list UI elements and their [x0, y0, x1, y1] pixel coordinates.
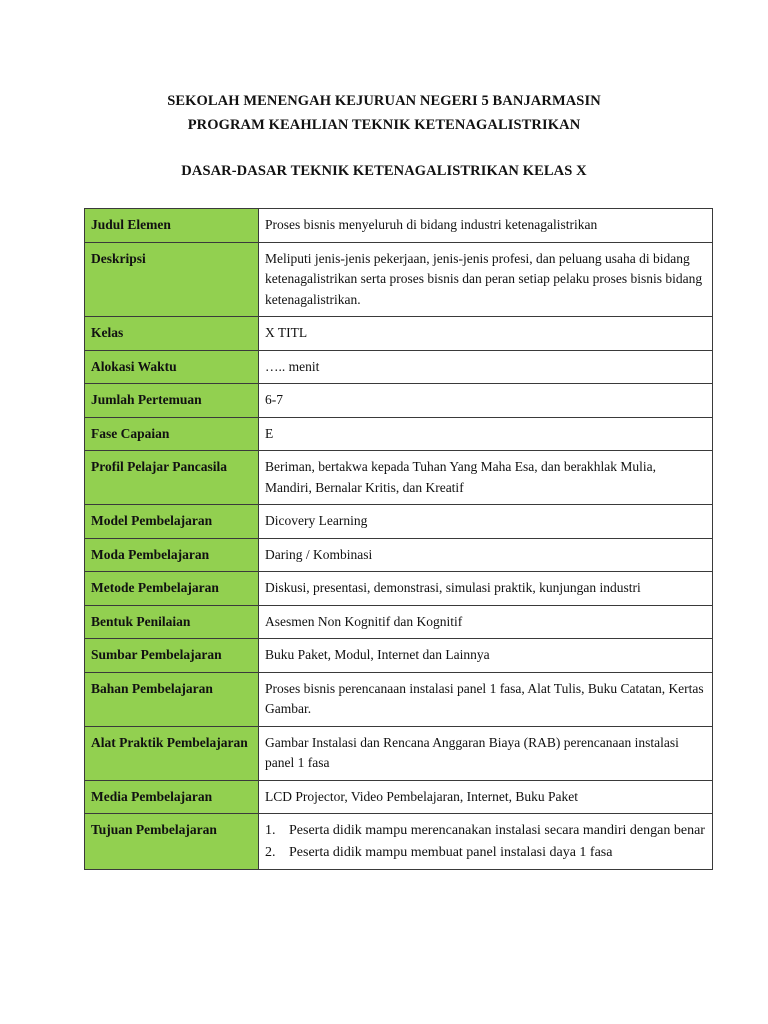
school-name: SEKOLAH MENENGAH KEJURUAN NEGERI 5 BANJARMASIN — [167, 93, 601, 109]
row-value: Beriman, bertakwa kepada Tuhan Yang Maha Esa, dan berakhlak Mulia, Mandiri, Bernalar Kritis, dan Kreatif — [259, 451, 713, 505]
row-label: Model Pembelajaran — [85, 505, 259, 539]
list-item — [265, 842, 706, 864]
table-row — [85, 384, 713, 418]
row-label: Alat Praktik Pembelajaran — [85, 726, 259, 780]
table-row-goals — [85, 814, 713, 870]
row-value: Gambar Instalasi dan Rencana Anggaran Biaya (RAB) perencanaan instalasi panel 1 fasa — [259, 726, 713, 780]
list-text: Peserta didik mampu merencanakan instalasi secara mandiri dengan benar — [289, 823, 705, 838]
program-name: PROGRAM KEAHLIAN TEKNIK KETENAGALISTRIKAN — [187, 117, 581, 133]
list-text: Peserta didik mampu membuat panel instalasi daya 1 fasa — [289, 844, 613, 860]
row-value: E — [259, 417, 713, 451]
row-value: Proses bisnis perencanaan instalasi panel 1 fasa, Alat Tulis, Buku Catatan, Kertas Gambar. — [259, 672, 713, 726]
table-row — [85, 780, 713, 814]
row-label: Kelas — [85, 317, 259, 351]
row-label: Deskripsi — [85, 242, 259, 317]
lesson-plan-table — [84, 208, 713, 870]
table-row — [85, 726, 713, 780]
row-value: X TITL — [259, 317, 713, 351]
row-label: Bentuk Penilaian — [85, 605, 259, 639]
table-row — [85, 605, 713, 639]
table-row — [85, 572, 713, 606]
row-value: Buku Paket, Modul, Internet dan Lainnya — [259, 639, 713, 673]
row-value: LCD Projector, Video Pembelajaran, Internet, Buku Paket — [259, 780, 713, 814]
row-label: Sumbar Pembelajaran — [85, 639, 259, 673]
table-row — [85, 317, 713, 351]
goals-cell — [259, 814, 713, 870]
goals-list — [265, 820, 706, 863]
row-label: Moda Pembelajaran — [85, 538, 259, 572]
table-row — [85, 451, 713, 505]
table-row — [85, 242, 713, 317]
row-value: Daring / Kombinasi — [259, 538, 713, 572]
subject-title: DASAR-DASAR TEKNIK KETENAGALISTRIKAN KELAS X — [181, 163, 587, 179]
row-label: Profil Pelajar Pancasila — [85, 451, 259, 505]
row-label: Fase Capaian — [85, 417, 259, 451]
row-label: Alokasi Waktu — [85, 350, 259, 384]
row-label: Judul Elemen — [85, 209, 259, 243]
row-label: Tujuan Pembelajaran — [85, 814, 259, 870]
table-row — [85, 350, 713, 384]
document-header — [0, 89, 768, 183]
row-value: ….. menit — [259, 350, 713, 384]
row-label: Bahan Pembelajaran — [85, 672, 259, 726]
row-label: Jumlah Pertemuan — [85, 384, 259, 418]
row-value: Dicovery Learning — [259, 505, 713, 539]
row-label: Media Pembelajaran — [85, 780, 259, 814]
row-label: Metode Pembelajaran — [85, 572, 259, 606]
table-row — [85, 538, 713, 572]
table-row — [85, 672, 713, 726]
table-row — [85, 639, 713, 673]
row-value: 6-7 — [259, 384, 713, 418]
row-value: Meliputi jenis-jenis pekerjaan, jenis-jenis profesi, dan peluang usaha di bidang ketenagalistrikan serta proses bisnis dan peran setiap pelaku proses bisnis bidang ketenagalistrikan. — [259, 242, 713, 317]
table-row — [85, 505, 713, 539]
list-number: 1. — [265, 823, 276, 838]
row-value: Diskusi, presentasi, demonstrasi, simulasi praktik, kunjungan industri — [259, 572, 713, 606]
row-value: Asesmen Non Kognitif dan Kognitif — [259, 605, 713, 639]
row-value: Proses bisnis menyeluruh di bidang industri ketenagalistrikan — [259, 209, 713, 243]
list-number: 2. — [265, 844, 276, 860]
list-item — [265, 820, 706, 842]
table-row — [85, 417, 713, 451]
table-row — [85, 209, 713, 243]
